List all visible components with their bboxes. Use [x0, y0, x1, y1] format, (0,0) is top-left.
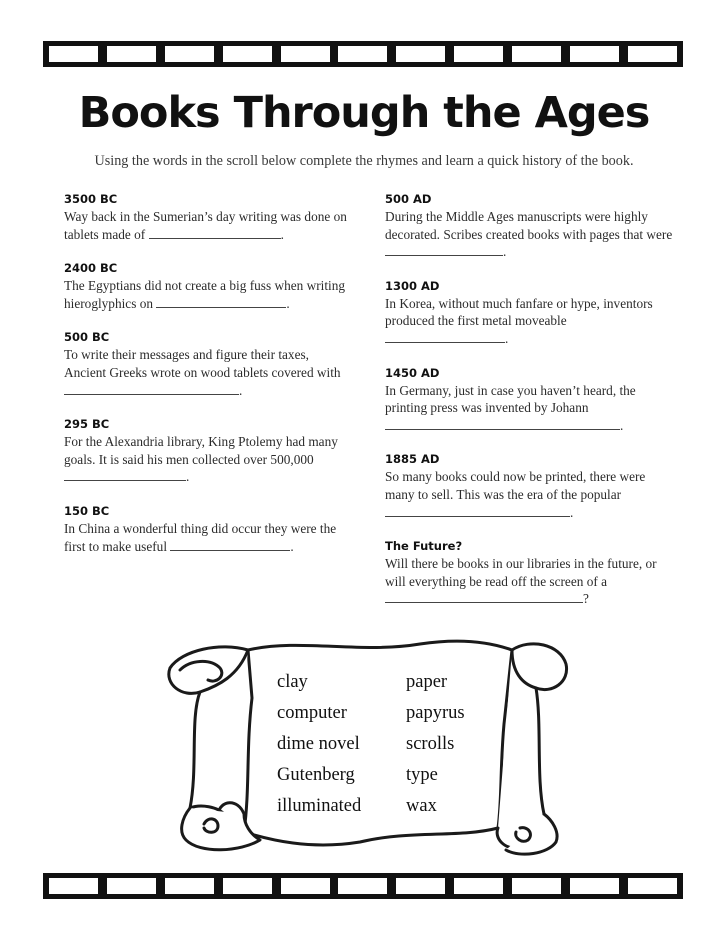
answer-blank[interactable] — [385, 243, 503, 256]
timeline-entry — [64, 329, 349, 399]
word-bank-item: Gutenberg — [277, 765, 355, 785]
entry-date: 500 AD — [385, 192, 432, 206]
entry-date: 150 BC — [64, 503, 110, 518]
entry-rhyme: In Germany, just in case you haven’t heard, the printing press was invented by Johann . — [385, 382, 636, 433]
word-bank-item: type — [406, 765, 438, 785]
word-bank-item: clay — [277, 672, 308, 692]
entry-rhyme: During the Middle Ages manuscripts were highly decorated. Scribes created books with pages that were . — [385, 209, 673, 260]
answer-blank[interactable] — [64, 382, 239, 395]
timeline-entry — [385, 278, 675, 348]
word-bank-item: computer — [277, 703, 347, 723]
timeline-left-column — [64, 191, 349, 572]
answer-blank[interactable] — [385, 417, 620, 430]
entry-rhyme: To write their messages and figure their taxes, Ancient Greeks wrote on wood tablets covered with . — [64, 347, 341, 398]
timeline-entry — [385, 538, 675, 608]
film-strip-top-border — [43, 41, 683, 67]
entry-date: The Future? — [385, 539, 463, 554]
entry-date: 500 BC — [64, 330, 110, 345]
entry-rhyme: Will there be books in our libraries in the future, or will everything be read off the screen of a ? — [385, 556, 657, 607]
timeline-entry — [385, 191, 675, 261]
entry-date: 1300 AD — [385, 278, 440, 293]
page-title: Books Through the Ages — [78, 88, 650, 138]
answer-blank[interactable] — [385, 590, 583, 603]
entry-date: 1450 AD — [385, 365, 440, 380]
word-bank-item: papyrus — [406, 703, 465, 723]
answer-blank[interactable] — [385, 330, 505, 343]
word-bank-item: scrolls — [406, 734, 455, 754]
timeline-entry — [385, 451, 675, 521]
answer-blank[interactable] — [64, 468, 186, 481]
timeline-entry — [64, 416, 349, 486]
entry-rhyme: In Korea, without much fanfare or hype, inventors produced the first metal moveable . — [385, 295, 653, 346]
word-bank-column-1 — [277, 667, 361, 822]
word-bank-item: illuminated — [277, 796, 362, 816]
word-bank-column-2 — [406, 667, 465, 822]
timeline-entry — [64, 260, 349, 312]
instructions: Using the words in the scroll below complete the rhymes and learn a quick history of the book. — [94, 153, 634, 169]
entry-rhyme: For the Alexandria library, King Ptolemy had many goals. It is said his men collected over 500,000 . — [64, 434, 338, 485]
timeline-entry — [64, 191, 349, 243]
entry-date: 1885 AD — [385, 452, 440, 467]
film-strip-bottom-border — [43, 873, 683, 899]
entry-rhyme: Way back in the Sumerian’s day writing was done on tablets made of . — [64, 209, 347, 242]
answer-blank[interactable] — [149, 226, 281, 239]
timeline-entry — [64, 503, 349, 555]
entry-date: 3500 BC — [64, 192, 118, 206]
entry-date: 295 BC — [64, 417, 110, 432]
entry-date: 2400 BC — [64, 261, 118, 276]
word-bank-item: paper — [406, 672, 448, 692]
word-bank-item: dime novel — [277, 734, 360, 754]
timeline-entry — [385, 365, 675, 435]
scroll-illustration — [160, 628, 580, 860]
word-bank-item: wax — [406, 796, 437, 816]
timeline-right-column — [385, 191, 675, 625]
entry-rhyme: The Egyptians did not create a big fuss when writing hieroglyphics on . — [64, 278, 346, 311]
entry-rhyme: In China a wonderful thing did occur they were the first to make useful . — [64, 520, 337, 554]
answer-blank[interactable] — [385, 504, 570, 517]
answer-blank[interactable] — [156, 295, 286, 308]
answer-blank[interactable] — [170, 538, 290, 551]
entry-rhyme: So many books could now be printed, there were many to sell. This was the era of the popular . — [385, 469, 646, 520]
